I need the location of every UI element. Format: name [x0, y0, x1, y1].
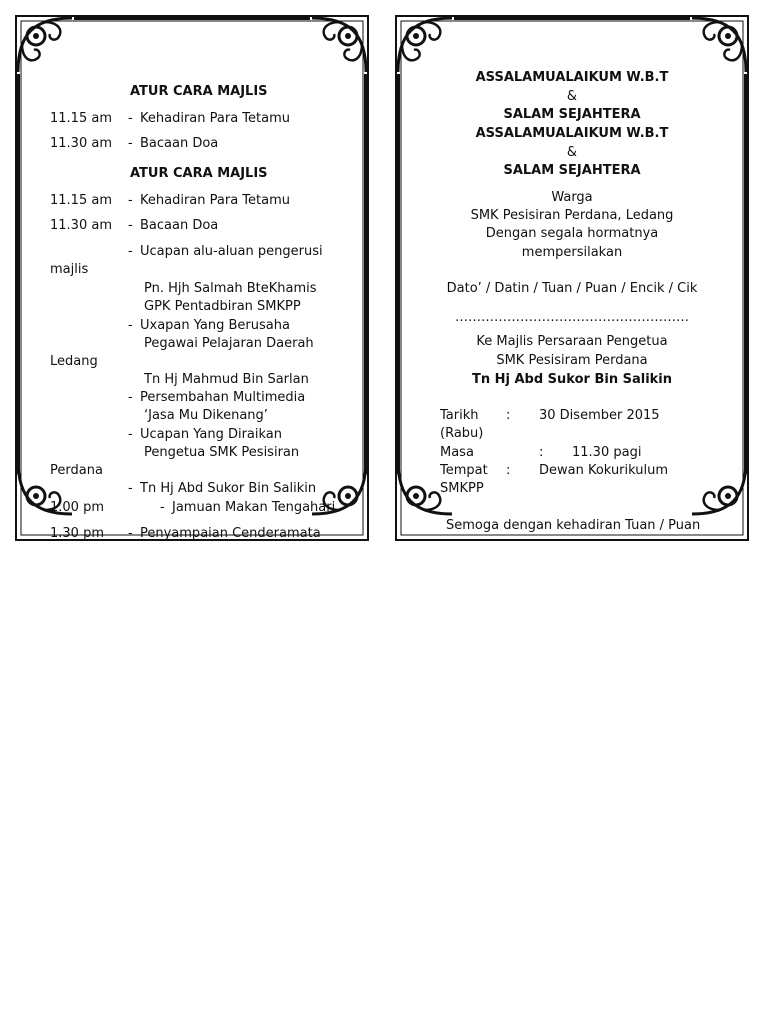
closing-text: Semoga dengan kehadiran Tuan / Puan	[446, 518, 701, 533]
agenda-dash: -	[128, 193, 133, 208]
event-line: SMK Pesisiram Perdana	[496, 353, 648, 368]
agenda-item: Pengetua SMK Pesisiran	[144, 445, 300, 460]
agenda-item: Ucapan alu-aluan pengerusi	[140, 244, 323, 259]
agenda-card	[14, 14, 370, 542]
agenda-item: GPK Pentadbiran SMKPP	[144, 299, 301, 314]
agenda-item: Pegawai Pelajaran Daerah	[144, 336, 314, 351]
agenda-item: Kehadiran Para Tetamu	[140, 111, 290, 126]
agenda-item: Tn Hj Mahmud Bin Sarlan	[144, 372, 309, 387]
ampersand: &	[566, 145, 578, 160]
invitation-titles: Dato’ / Datin / Tuan / Puan / Encik / Cik	[446, 281, 698, 296]
agenda-item: ‘Jasa Mu Dikenang’	[144, 408, 268, 423]
agenda-item: Uxapan Yang Berusaha	[140, 318, 290, 333]
invitation-line: Warga	[551, 190, 593, 205]
agenda-dash: -	[128, 218, 133, 233]
ampersand: &	[566, 89, 578, 104]
agenda-item-cont: majlis	[50, 262, 89, 277]
agenda-dash: -	[128, 526, 133, 541]
detail-label: Masa	[440, 445, 474, 460]
invitation-line: mempersilakan	[521, 245, 623, 260]
agenda-heading: ATUR CARA MAJLIS	[130, 166, 268, 181]
agenda-dash: -	[128, 111, 133, 126]
agenda-dash: -	[128, 390, 133, 405]
agenda-heading: ATUR CARA MAJLIS	[130, 84, 268, 99]
invitation-card	[394, 14, 750, 542]
scroll-ornament-icon	[394, 14, 456, 76]
detail-colon: :	[539, 445, 544, 460]
agenda-time: 11.30 am	[50, 218, 112, 233]
agenda-item-cont: Perdana	[50, 463, 103, 478]
agenda-time: 11.15 am	[50, 111, 112, 126]
agenda-time: 1.30 pm	[50, 526, 104, 541]
detail-label: Tempat	[440, 463, 488, 478]
guest-name-blank: ………………………………………………	[455, 310, 689, 325]
agenda-time: 11.15 am	[50, 193, 112, 208]
event-line: Ke Majlis Persaraan Pengetua	[476, 334, 668, 349]
agenda-item-cont: Ledang	[50, 354, 98, 369]
agenda-item: Ucapan Yang Diraikan	[140, 427, 283, 442]
detail-value-cont: (Rabu)	[440, 426, 484, 441]
agenda-time: 1.00 pm	[50, 500, 104, 515]
invitation-line: Dengan segala hormatnya	[485, 226, 659, 241]
invitation-line: SMK Pesisiran Perdana, Ledang	[470, 208, 674, 223]
agenda-item: Bacaan Doa	[140, 218, 219, 233]
agenda-dash: -	[128, 244, 133, 259]
agenda-item: Bacaan Doa	[140, 136, 219, 151]
detail-value-cont: SMKPP	[440, 481, 484, 496]
detail-value: 30 Disember 2015	[539, 408, 660, 423]
agenda-dash: -	[160, 500, 165, 515]
agenda-dash: -	[128, 318, 133, 333]
agenda-dash: -	[128, 427, 133, 442]
greeting-title: ASSALAMUALAIKUM W.B.T	[475, 126, 669, 141]
agenda-item: Kehadiran Para Tetamu	[140, 193, 290, 208]
agenda-item: Pn. Hjh Salmah BteKhamis	[144, 281, 317, 296]
detail-colon: :	[506, 463, 511, 478]
agenda-dash: -	[128, 481, 133, 496]
scroll-ornament-icon	[14, 14, 76, 76]
agenda-item: Jamuan Makan Tengahari	[172, 500, 336, 515]
detail-value: 11.30 pagi	[572, 445, 642, 460]
agenda-item: Penyampaian Cenderamata	[140, 526, 321, 541]
agenda-time: 11.30 am	[50, 136, 112, 151]
agenda-dash: -	[128, 136, 133, 151]
salam-title: SALAM SEJAHTERA	[503, 107, 641, 122]
detail-colon: :	[506, 408, 511, 423]
scroll-ornament-icon	[688, 14, 750, 76]
honoree-name: Tn Hj Abd Sukor Bin Salikin	[471, 372, 673, 387]
agenda-item: Persembahan Multimedia	[140, 390, 306, 405]
detail-label: Tarikh	[440, 408, 479, 423]
agenda-item: Tn Hj Abd Sukor Bin Salikin	[140, 481, 317, 496]
detail-value: Dewan Kokurikulum	[539, 463, 669, 478]
greeting-title: ASSALAMUALAIKUM W.B.T	[475, 70, 669, 85]
salam-title: SALAM SEJAHTERA	[503, 163, 641, 178]
scroll-ornament-icon	[308, 14, 370, 76]
scroll-ornament-icon	[688, 456, 750, 518]
